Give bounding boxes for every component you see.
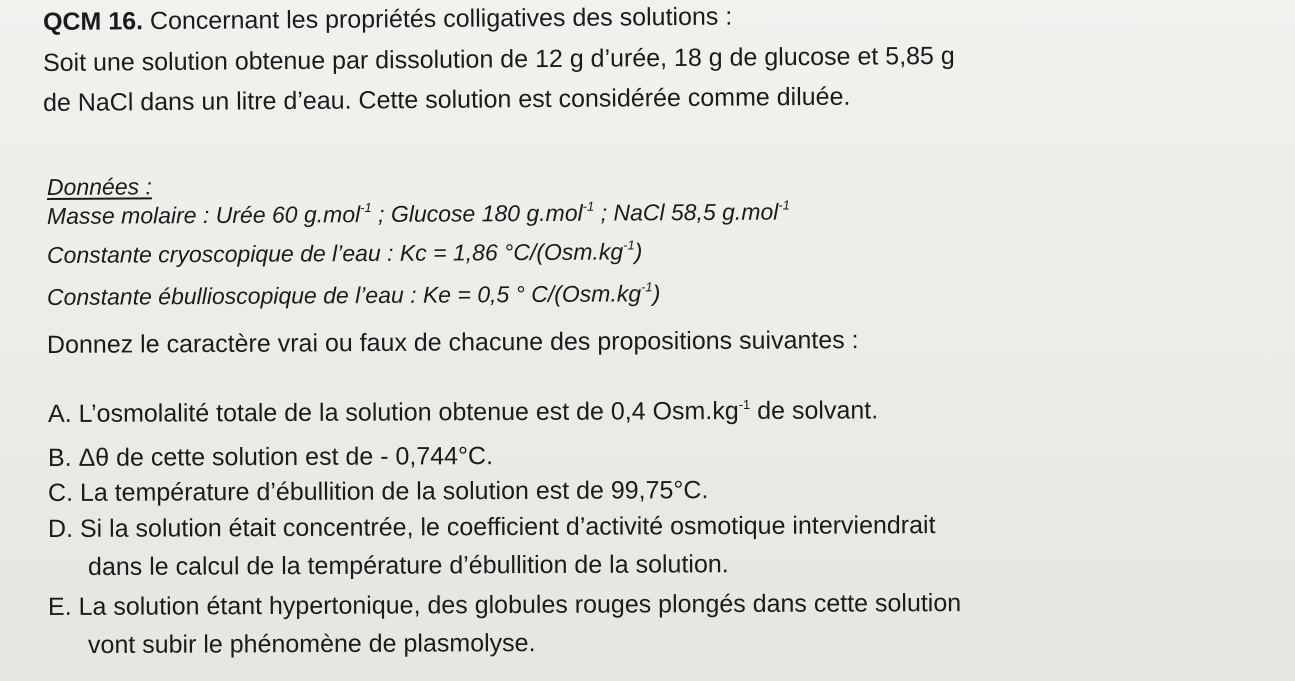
item-c-text: C. La température d’ébullition de la solution est de 99,75°C. [47, 476, 709, 507]
intro-line-2 [43, 82, 851, 118]
intro-text-2: de NaCl dans un litre d’eau. Cette solution est considérée comme diluée. [42, 82, 851, 117]
molar-mass-middle-1: ; Glucose 180 g.mol [371, 199, 583, 228]
item-e-text-1: E. La solution étant hypertonique, des globules rouges plongés dans cette solution [47, 589, 962, 621]
cryoscopic-prefix: Constante cryoscopique de l’eau : Kc = 1,86 °C/(Osm.kg [46, 238, 624, 268]
instruction-line [47, 325, 859, 360]
cryoscopic-sup: -1 [623, 237, 635, 253]
item-d-line-2 [88, 549, 729, 582]
molar-mass-line [47, 196, 790, 231]
item-c [48, 475, 709, 508]
item-e-text-2: vont subir le phénomène de plasmolyse. [87, 629, 536, 659]
item-d-line-1 [48, 510, 936, 544]
item-a-sup: -1 [738, 396, 751, 412]
item-a [48, 395, 878, 429]
instruction-text: Donnez le caractère vrai ou faux de chacune des propositions suivantes : [46, 326, 859, 359]
ebullioscopic-prefix: Constante ébullioscopique de l’eau : Ke = 0,5 ° C/(Osm.kg [46, 280, 642, 310]
item-e-line-1 [48, 588, 961, 622]
ebullioscopic-suffix: ) [652, 280, 661, 307]
intro-text-1: Soit une solution obtenue par dissolution de 12 g d’urée, 18 g de glucose et 5,85 g [42, 41, 955, 77]
cryoscopic-line [47, 236, 643, 270]
data-heading-line [47, 171, 152, 202]
data-heading: Données : [46, 173, 152, 200]
item-a-text: A. L’osmolalité totale de la solution obtenue est de 0,4 Osm.kg [47, 396, 739, 428]
molar-mass-middle-2: ; NaCl 58,5 g.mol [594, 198, 779, 226]
molar-mass-sup-2: -1 [582, 198, 595, 214]
ebullioscopic-sup: -1 [641, 279, 653, 295]
question-number: QCM 16. [42, 7, 144, 36]
molar-mass-sup-1: -1 [360, 200, 372, 216]
item-b-text: B. Δθ de cette solution est de - 0,744°C. [47, 442, 494, 472]
question-title-line [43, 2, 732, 37]
molar-mass-prefix: Masse molaire : Urée 60 g.mol [46, 201, 361, 229]
item-d-text-1: D. Si la solution était concentrée, le coefficient d’activité osmotique interviendrait [47, 511, 936, 543]
item-b [48, 441, 493, 473]
item-a-suffix: de solvant. [750, 396, 879, 425]
question-title: Concernant les propriétés colligatives des solutions : [149, 2, 733, 36]
ebullioscopic-line [47, 278, 661, 312]
item-d-text-2: dans le calcul de la température d’ébullition de la solution. [87, 550, 729, 581]
cryoscopic-suffix: ) [634, 238, 643, 265]
item-e-line-2 [88, 628, 536, 660]
molar-mass-sup-3: -1 [778, 197, 790, 213]
intro-line-1 [43, 39, 1141, 78]
